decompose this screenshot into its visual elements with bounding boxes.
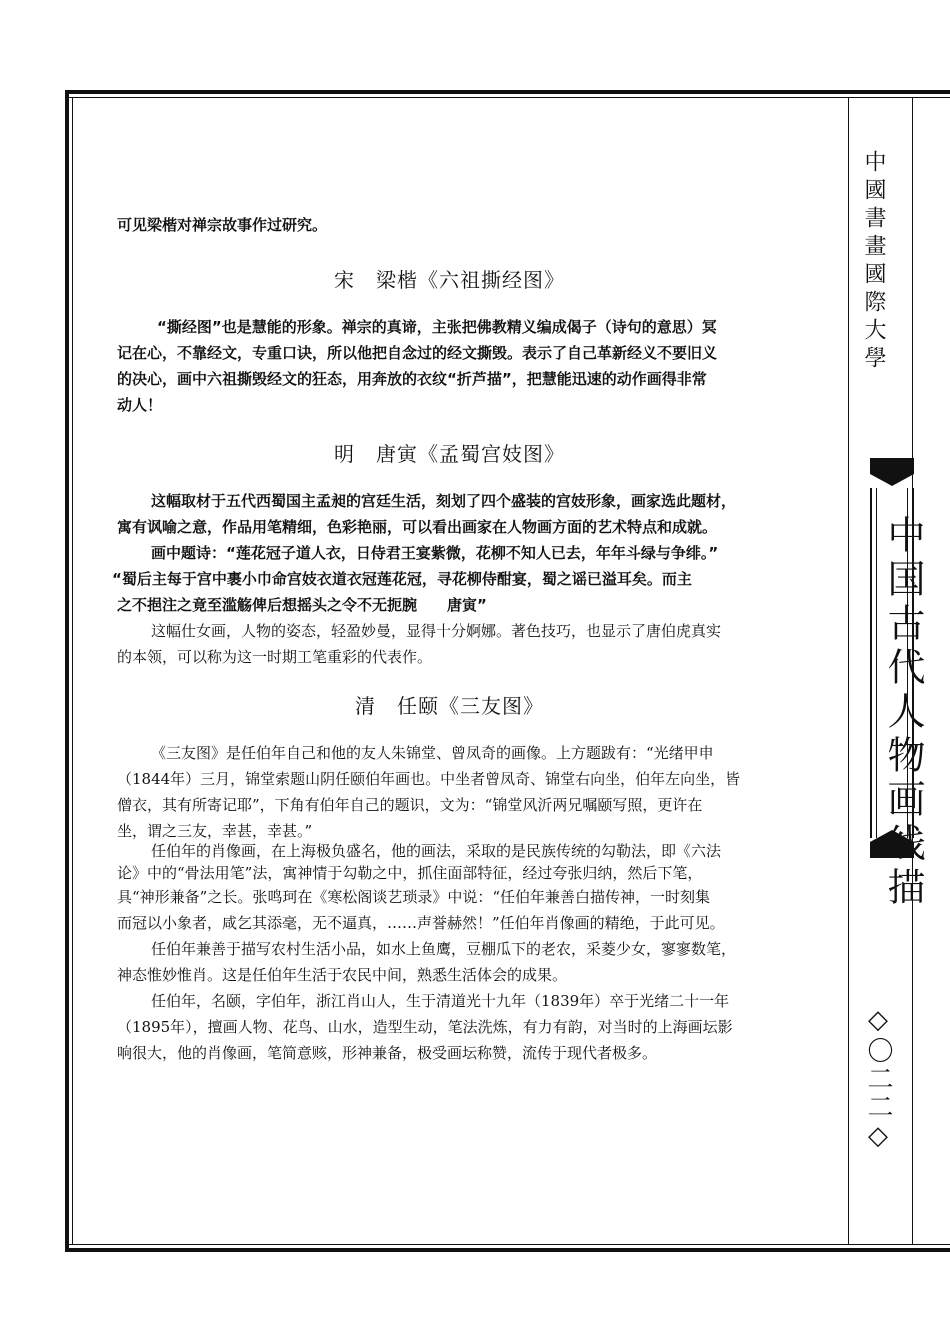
paragraph-line: 具“神形兼备”之长。张鸣珂在《寒松阁谈艺琐录》中说：“任伯年兼善白描传神，一时刻集	[117, 888, 711, 906]
paragraph-line: 画中题诗：“莲花冠子道人衣，日侍君王宴紫微，花柳不知人已去，年年斗绿与争绯。”	[151, 544, 719, 562]
intro-line: 可见梁楷对禅宗故事作过研究。	[117, 216, 328, 234]
paragraph-line: （1895年），擅画人物、花鸟、山水，造型生动，笔法洗炼，有力有韵，对当时的上海画坛影	[117, 1018, 733, 1036]
page-frame-top-inner	[65, 97, 950, 98]
section-heading-renyi: 清 任颐《三友图》	[355, 694, 544, 718]
paragraph-line: 任伯年，名颐，字伯年，浙江肖山人，生于清道光十九年（1839年）卒于光绪二十一年	[151, 992, 730, 1010]
page-frame-left-inner	[72, 97, 73, 1245]
page-frame-bottom	[65, 1248, 950, 1252]
paragraph-line: 坐，谓之三友，幸甚，幸甚。”	[117, 822, 313, 840]
margin-rule-left	[848, 97, 849, 1245]
section-heading-tangyin: 明 唐寅《孟蜀宫妓图》	[334, 442, 565, 466]
paragraph-line: 的本领，可以称为这一时期工笔重彩的代表作。	[117, 648, 433, 666]
university-name: 中國書畫國際大學	[861, 150, 886, 374]
book-title: 中国古代人物画线描	[881, 515, 925, 911]
paragraph-line: 任伯年的肖像画，在上海极负盛名，他的画法，采取的是民族传统的勾勒法，即《六法	[151, 842, 722, 860]
paragraph-line: 的决心，画中六祖撕毁经文的狂态，用奔放的衣纹“折芦描”，把慧能迅速的动作画得非常	[117, 370, 707, 388]
paragraph-line: 寓有讽喻之意，作品用笔精细，色彩艳丽，可以看出画家在人物画方面的艺术特点和成就。	[117, 518, 718, 536]
page-frame-left	[65, 90, 69, 1252]
paragraph-line: 论》中的“骨法用笔”法，寓神情于勾勒之中，抓住面部特征，经过夸张归纳，然后下笔，	[117, 864, 703, 882]
paragraph-line: 之不挹注之竟至滥觞俾后想摇头之令不无扼腕 唐寅”	[117, 596, 487, 614]
title-ornament-top	[870, 458, 914, 474]
paragraph-line: 神态惟妙惟肖。这是任伯年生活于农民中间，熟悉生活体会的成果。	[117, 966, 568, 984]
paragraph-line: 僧衣，其有所寄记耶”，下角有伯年自己的题识，文为：“锦堂风沂两兄嘱颐写照，更许在	[117, 796, 703, 814]
paragraph-line: 记在心，不靠经文，专重口诀，所以他把自念过的经文撕毁。表示了自己革新经义不要旧义	[117, 344, 718, 362]
paragraph-line: 动人！	[117, 396, 163, 414]
paragraph-line: 任伯年兼善于描写农村生活小品，如水上鱼鹰，豆棚瓜下的老农，采菱少女，寥寥数笔，	[151, 940, 737, 958]
page-number: ◇〇二二◇	[863, 1005, 893, 1153]
section-heading-liangkai: 宋 梁楷《六祖撕经图》	[334, 268, 565, 292]
paragraph-line: “蜀后主每于宫中裹小巾命宫妓衣道衣冠莲花冠，寻花柳侍酣宴，蜀之谣已溢耳矣。而主	[112, 570, 692, 588]
paragraph-line: “撕经图”也是慧能的形象。禅宗的真谛，主张把佛教精义编成偈子（诗句的意思）冥	[157, 318, 717, 336]
paragraph-line: 这幅取材于五代西蜀国主孟昶的宫廷生活，刻划了四个盛装的宫妓形象，画家选此题材，	[151, 492, 737, 510]
paragraph-line: 而冠以小象者，咸乞其添毫，无不逼真，……声誉赫然！”任伯年肖像画的精绝，于此可见。	[117, 914, 725, 932]
paragraph-line: 《三友图》是任伯年自己和他的友人朱锦堂、曾凤奇的画像。上方题跋有：“光绪甲申	[151, 744, 714, 762]
page-frame-top	[65, 90, 950, 94]
paragraph-line: （1844年）三月，锦堂索题山阴任颐伯年画也。中坐者曾凤奇、锦堂右向坐，伯年左向坐，皆	[117, 770, 741, 788]
page-frame-bottom-inner	[65, 1244, 950, 1245]
paragraph-line: 这幅仕女画，人物的姿态，轻盈妙曼，显得十分婀娜。著色技巧，也显示了唐伯虎真实	[151, 622, 722, 640]
paragraph-line: 响很大，他的肖像画，笔简意赅，形神兼备，极受画坛称赞，流传于现代者极多。	[117, 1044, 658, 1062]
